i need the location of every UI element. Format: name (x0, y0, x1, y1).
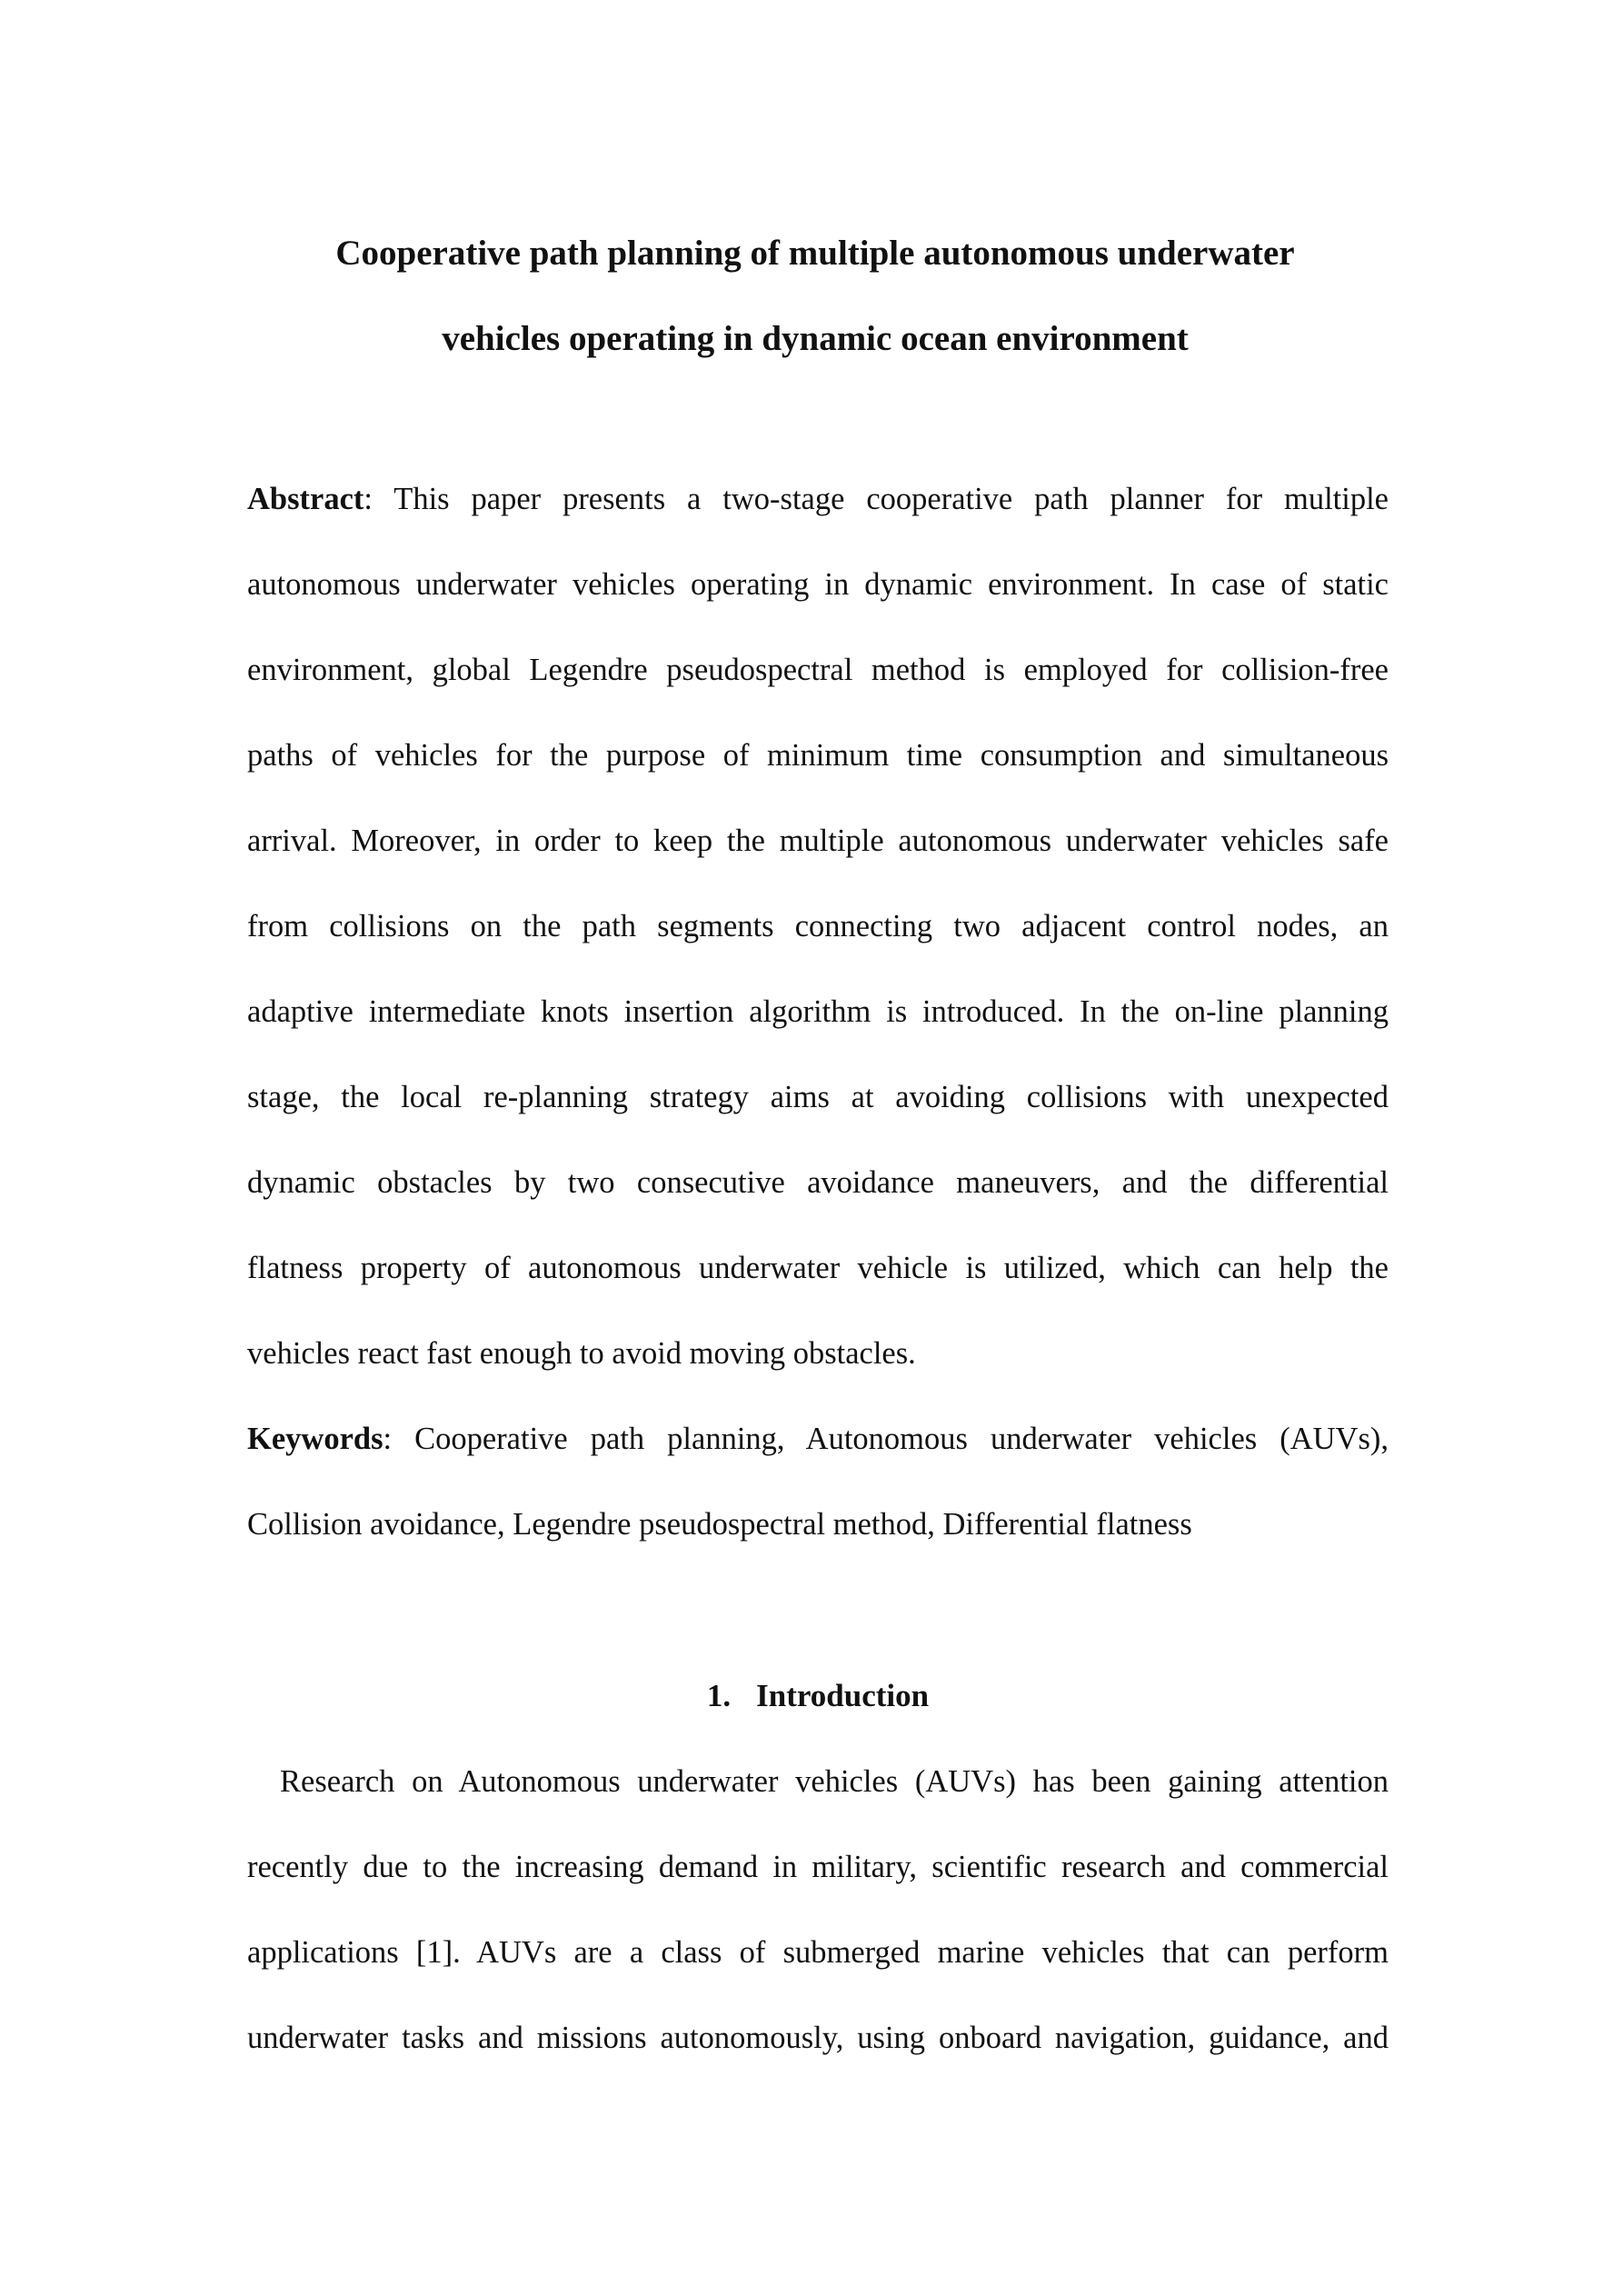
abstract-label: Abstract (247, 482, 364, 516)
abstract-line: stage, the local re-planning strategy aims at avoiding collisions with unexpected (247, 1080, 1389, 1114)
keywords-line (247, 1396, 1389, 1482)
section-heading (247, 1653, 1389, 1739)
abstract-section (247, 456, 1389, 1567)
abstract-line: autonomous underwater vehicles operating in dynamic environment. In case of static (247, 567, 1389, 602)
paper-title (247, 211, 1383, 382)
abstract-line: environment, global Legendre pseudospectral method is employed for collision-free (247, 653, 1389, 687)
introduction-section (247, 1739, 1389, 2081)
keywords-text: : Cooperative path planning, Autonomous underwater vehicles (AUVs), (383, 1422, 1389, 1456)
abstract-line: from collisions on the path segments connecting two adjacent control nodes, an (247, 909, 1389, 943)
abstract-line: paths of vehicles for the purpose of minimum time consumption and simultaneous (247, 738, 1389, 773)
abstract-line: vehicles react fast enough to avoid moving obstacles. (247, 1336, 916, 1371)
section-title: Introduction (756, 1678, 930, 1713)
intro-line: applications [1]. AUVs are a class of submerged marine vehicles that can perform (247, 1935, 1389, 1970)
abstract-line: adaptive intermediate knots insertion algorithm is introduced. In the on-line planning (247, 994, 1389, 1029)
abstract-line: dynamic obstacles by two consecutive avoidance maneuvers, and the differential (247, 1165, 1389, 1200)
abstract-line: arrival. Moreover, in order to keep the multiple autonomous underwater vehicles safe (247, 824, 1389, 858)
intro-line: Research on Autonomous underwater vehicles (AUVs) has been gaining attention (280, 1764, 1389, 1799)
title-line: Cooperative path planning of multiple autonomous underwater (335, 234, 1295, 273)
section-number: 1. (706, 1678, 732, 1713)
keywords-line: Collision avoidance, Legendre pseudospectral method, Differential flatness (247, 1507, 1192, 1542)
abstract-line (247, 456, 1389, 542)
intro-line: recently due to the increasing demand in military, scientific research and commercial (247, 1850, 1389, 1884)
title-line: vehicles operating in dynamic ocean environment (442, 319, 1189, 358)
intro-line: underwater tasks and missions autonomously, using onboard navigation, guidance, and (247, 2021, 1389, 2055)
keywords-label: Keywords (247, 1422, 383, 1456)
abstract-line: flatness property of autonomous underwater vehicle is utilized, which can help the (247, 1251, 1389, 1285)
abstract-text: : This paper presents a two-stage cooperative path planner for multiple (363, 482, 1389, 516)
